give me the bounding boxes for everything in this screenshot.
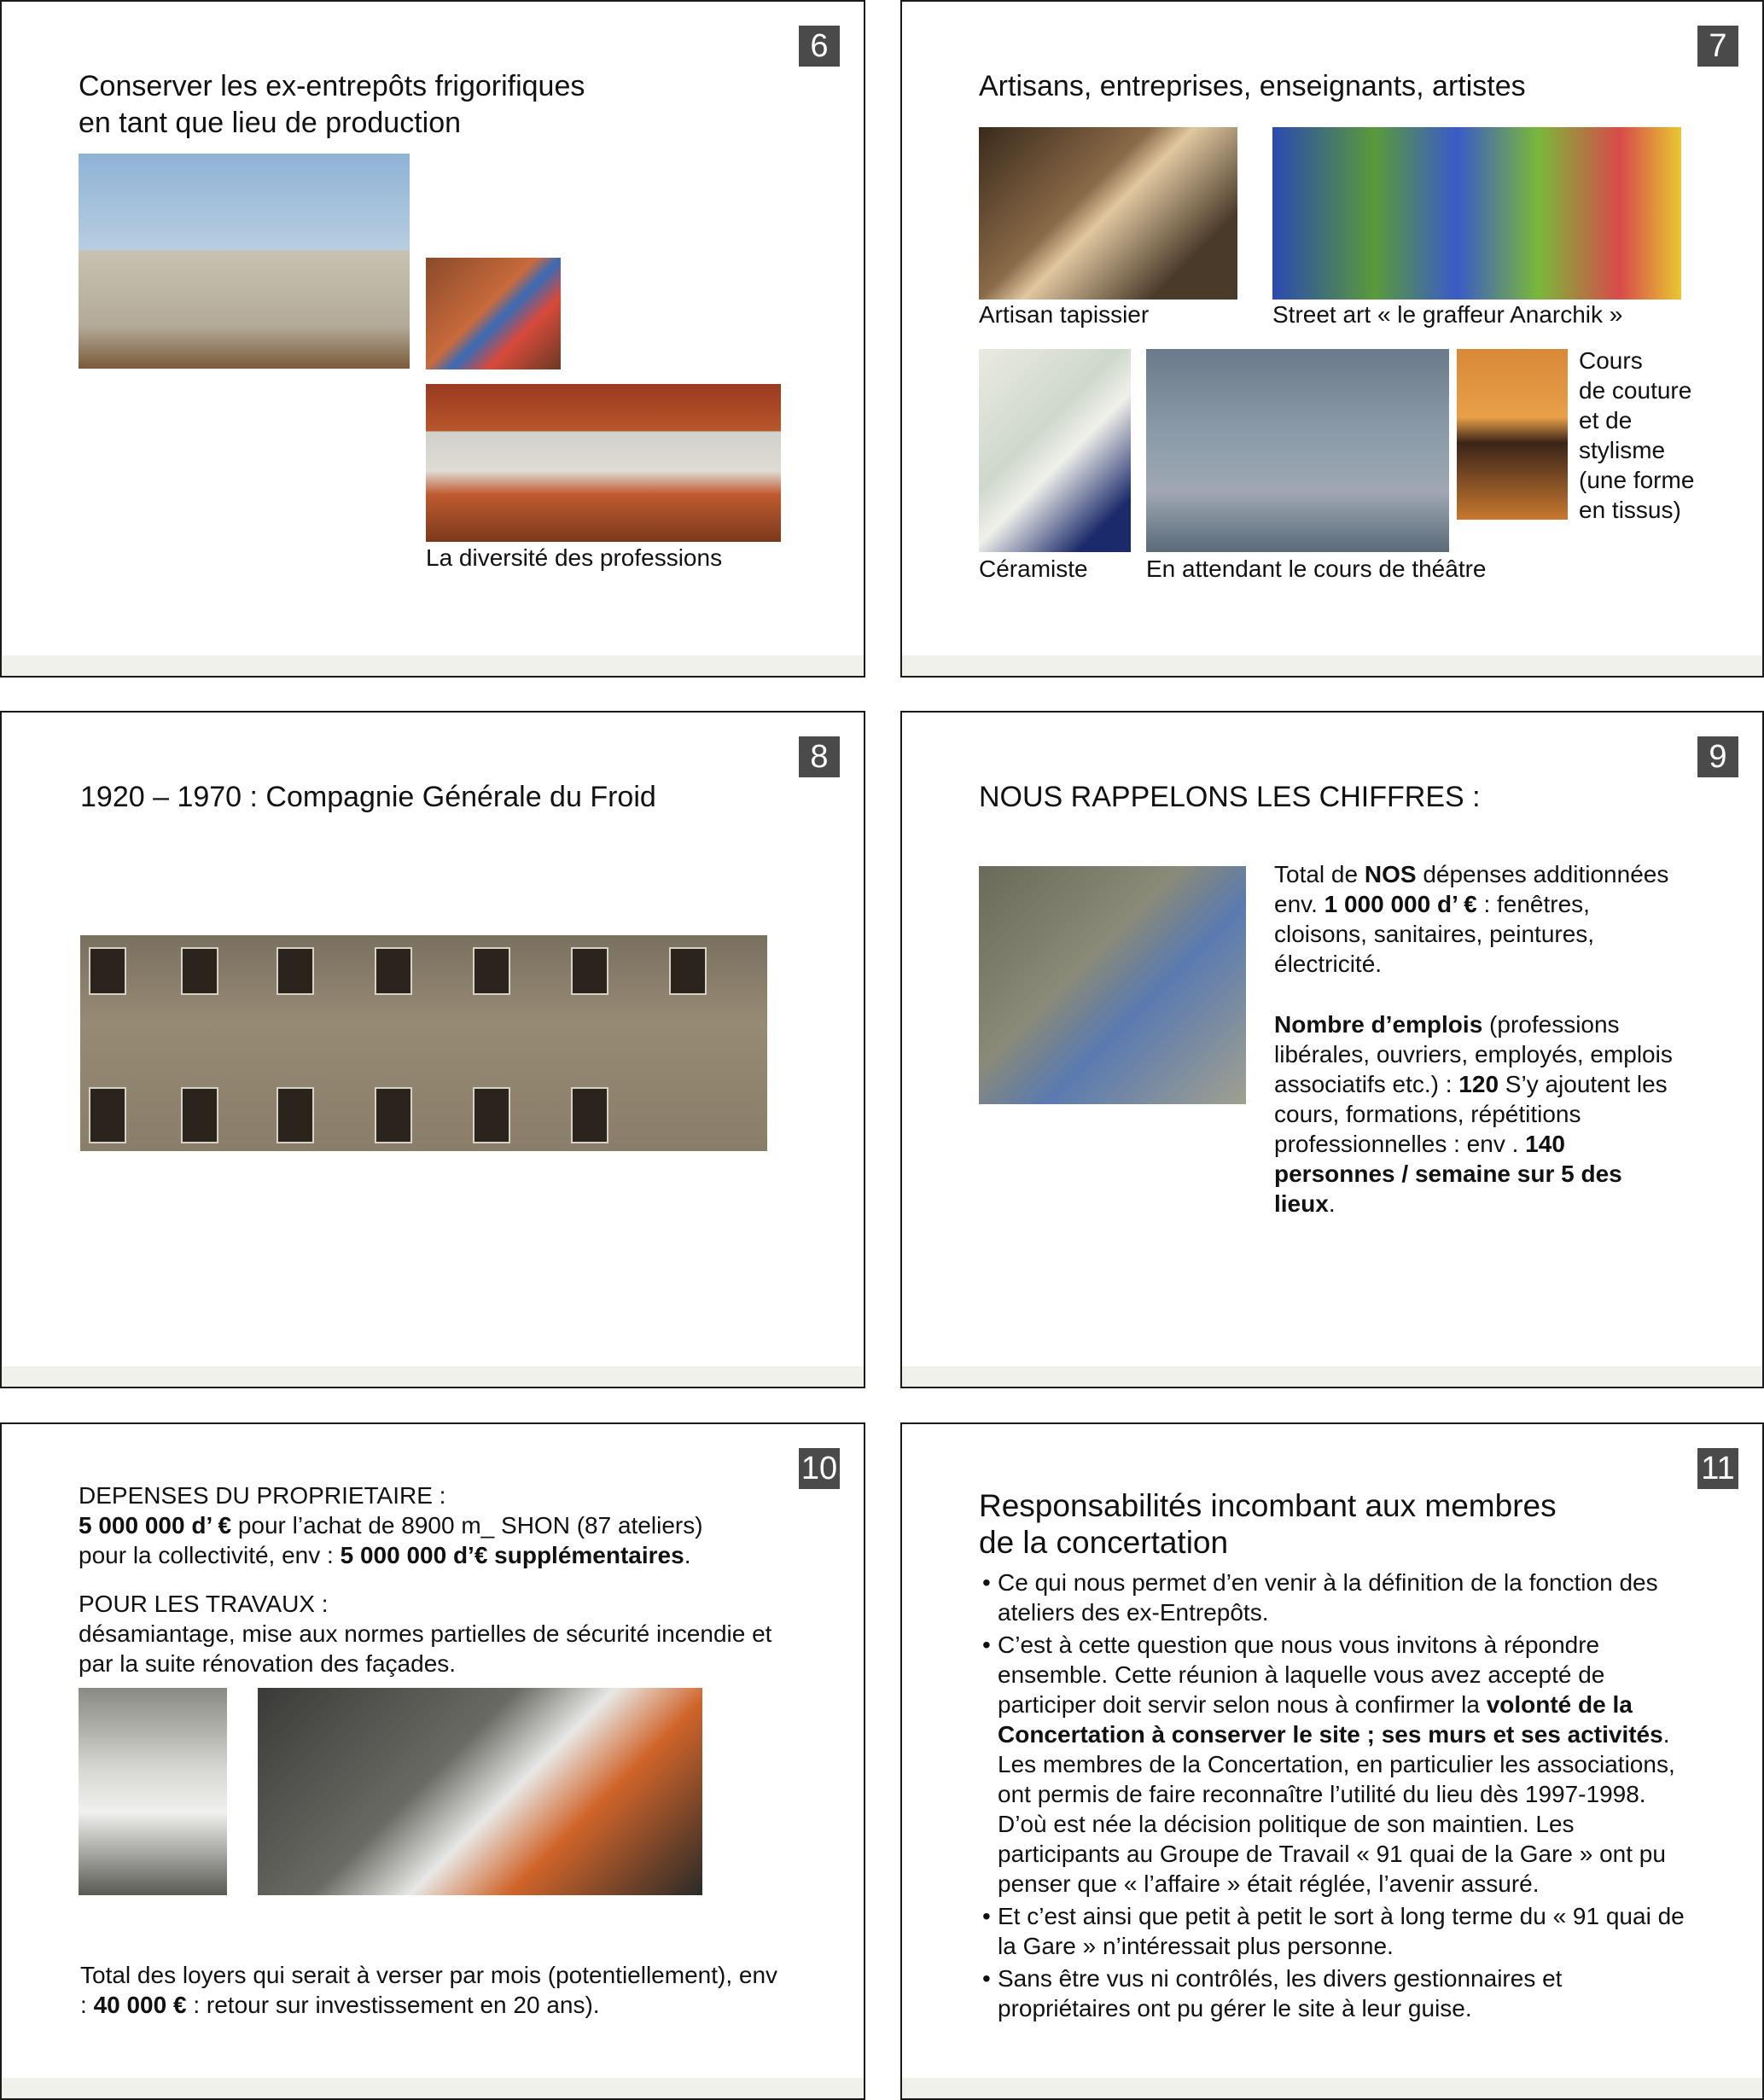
removal-truck-photo <box>258 1688 702 1895</box>
slide-7 <box>900 0 1764 678</box>
slide-8 <box>0 711 865 1388</box>
graffiti-wall-photo <box>1272 127 1681 300</box>
ceramics-photo <box>979 349 1131 552</box>
slide-number: 10 <box>799 1448 840 1489</box>
slide-footer-band <box>902 1366 1762 1387</box>
slide-11 <box>900 1422 1764 2100</box>
workshop-photo <box>979 127 1237 300</box>
photo-caption: Artisan tapissier <box>979 301 1150 328</box>
slide-10 <box>0 1422 865 2100</box>
slide-footer-band <box>2 1366 864 1387</box>
slide-number: 6 <box>799 26 840 67</box>
slide-number: 9 <box>1697 736 1738 777</box>
slide-footer-band <box>902 655 1762 676</box>
fabric-mannequin-photo <box>1457 349 1568 520</box>
facade-photo <box>80 935 767 1151</box>
photo-caption: Céramiste <box>979 556 1088 582</box>
slide-number: 8 <box>799 736 840 777</box>
bullet-item: • Et c’est ainsi que petit à petit le sort à long terme du « 91 quai de la Gare » n’intéressait plus personne. <box>982 1901 1691 1961</box>
slide-footer-band <box>2 655 864 676</box>
asbestos-workers-photo <box>79 1688 227 1895</box>
figures-text <box>1274 859 1675 1219</box>
bullet-item: • Sans être vus ni contrôlés, les divers gestionnaires et propriétaires ont pu gérer le site à leur guise. <box>982 1963 1691 2023</box>
architecture-model-photo <box>426 258 561 369</box>
slide-9 <box>900 711 1764 1388</box>
slide-title: Responsabilités incombant aux membres de la concertation <box>979 1488 1557 1560</box>
slide-footer-band <box>2 2078 864 2098</box>
rent-text: Total des loyers qui serait à verser par mois (potentiellement), env : 40 000 € : retour sur investissement en 20 ans). <box>80 1962 778 2018</box>
building-photo <box>79 154 410 369</box>
slide-title: Conserver les ex-entrepôts frigorifiques en tant que lieu de production <box>79 70 585 139</box>
section-heading: DEPENSES DU PROPRIETAIRE : <box>79 1482 446 1509</box>
bullet-item: • C’est à cette question que nous vous invitons à répondre ensemble. Cette réunion à laquelle vous avez accepté de participer doit servir selon nous à confirmer la volonté de la Concertation à conserver le site ; ses murs et ses activités. Les membres de la Concertation, en particulier les associations, ont permis de faire reconnaître l’utilité du lieu dès 1997-1998. D’où est née la décision politique de son maintien. Les participants au Groupe de Travail « 91 quai de la Gare » ont pu penser que « l’affaire » était réglée, l’avenir assuré. <box>982 1630 1691 1899</box>
slide-title: 1920 – 1970 : Compagnie Générale du Froid <box>80 781 656 813</box>
bullet-list <box>982 1568 1691 2023</box>
scaffolding-photo <box>979 866 1246 1104</box>
photo-caption: En attendant le cours de théâtre <box>1146 556 1487 582</box>
photo-caption: La diversité des professions <box>426 544 723 571</box>
owner-expenses-text: DEPENSES DU PROPRIETAIRE : 5 000 000 d’ € pour l’achat de 8900 m_ SHON (87 ateliers) pour la collectivité, env : 5 000 000 d’€ supplémentaires. POUR LES TRAVAUX : désamiantage, mise aux normes partielles de sécurité incendie et par la suite rénovation des façades. <box>79 1480 787 1678</box>
section-heading: POUR LES TRAVAUX : <box>79 1591 329 1617</box>
slide-title: NOUS RAPPELONS LES CHIFFRES : <box>979 781 1481 813</box>
slide-footer-band <box>902 2078 1762 2098</box>
jobs-paragraph: Nombre d’emplois (professions libérales, ouvriers, employés, emplois associatifs etc.) : 120 S’y ajoutent les cours, formations, répétitions professionnelles : env . 140 personnes / semaine sur 5 des lieux. <box>1274 1011 1673 1217</box>
photo-caption: Cours de couture et de stylisme (une forme en tissus) <box>1579 347 1695 523</box>
bullet-item: • Ce qui nous permet d’en venir à la définition de la fonction des ateliers des ex-Entrepôts. <box>982 1568 1691 1627</box>
expenses-paragraph: Total de NOS dépenses additionnées env. 1 000 000 d’ € : fenêtres, cloisons, sanitaires, peintures, électricité. <box>1274 861 1669 977</box>
slide-number: 7 <box>1697 26 1738 67</box>
theatre-students-photo <box>1146 349 1449 552</box>
slide-title: Artisans, entreprises, enseignants, artistes <box>979 70 1526 102</box>
slide-number: 11 <box>1697 1448 1738 1489</box>
photo-caption: Street art « le graffeur Anarchik » <box>1272 301 1623 328</box>
slide-6 <box>0 0 865 678</box>
architecture-model-photo <box>426 384 781 542</box>
